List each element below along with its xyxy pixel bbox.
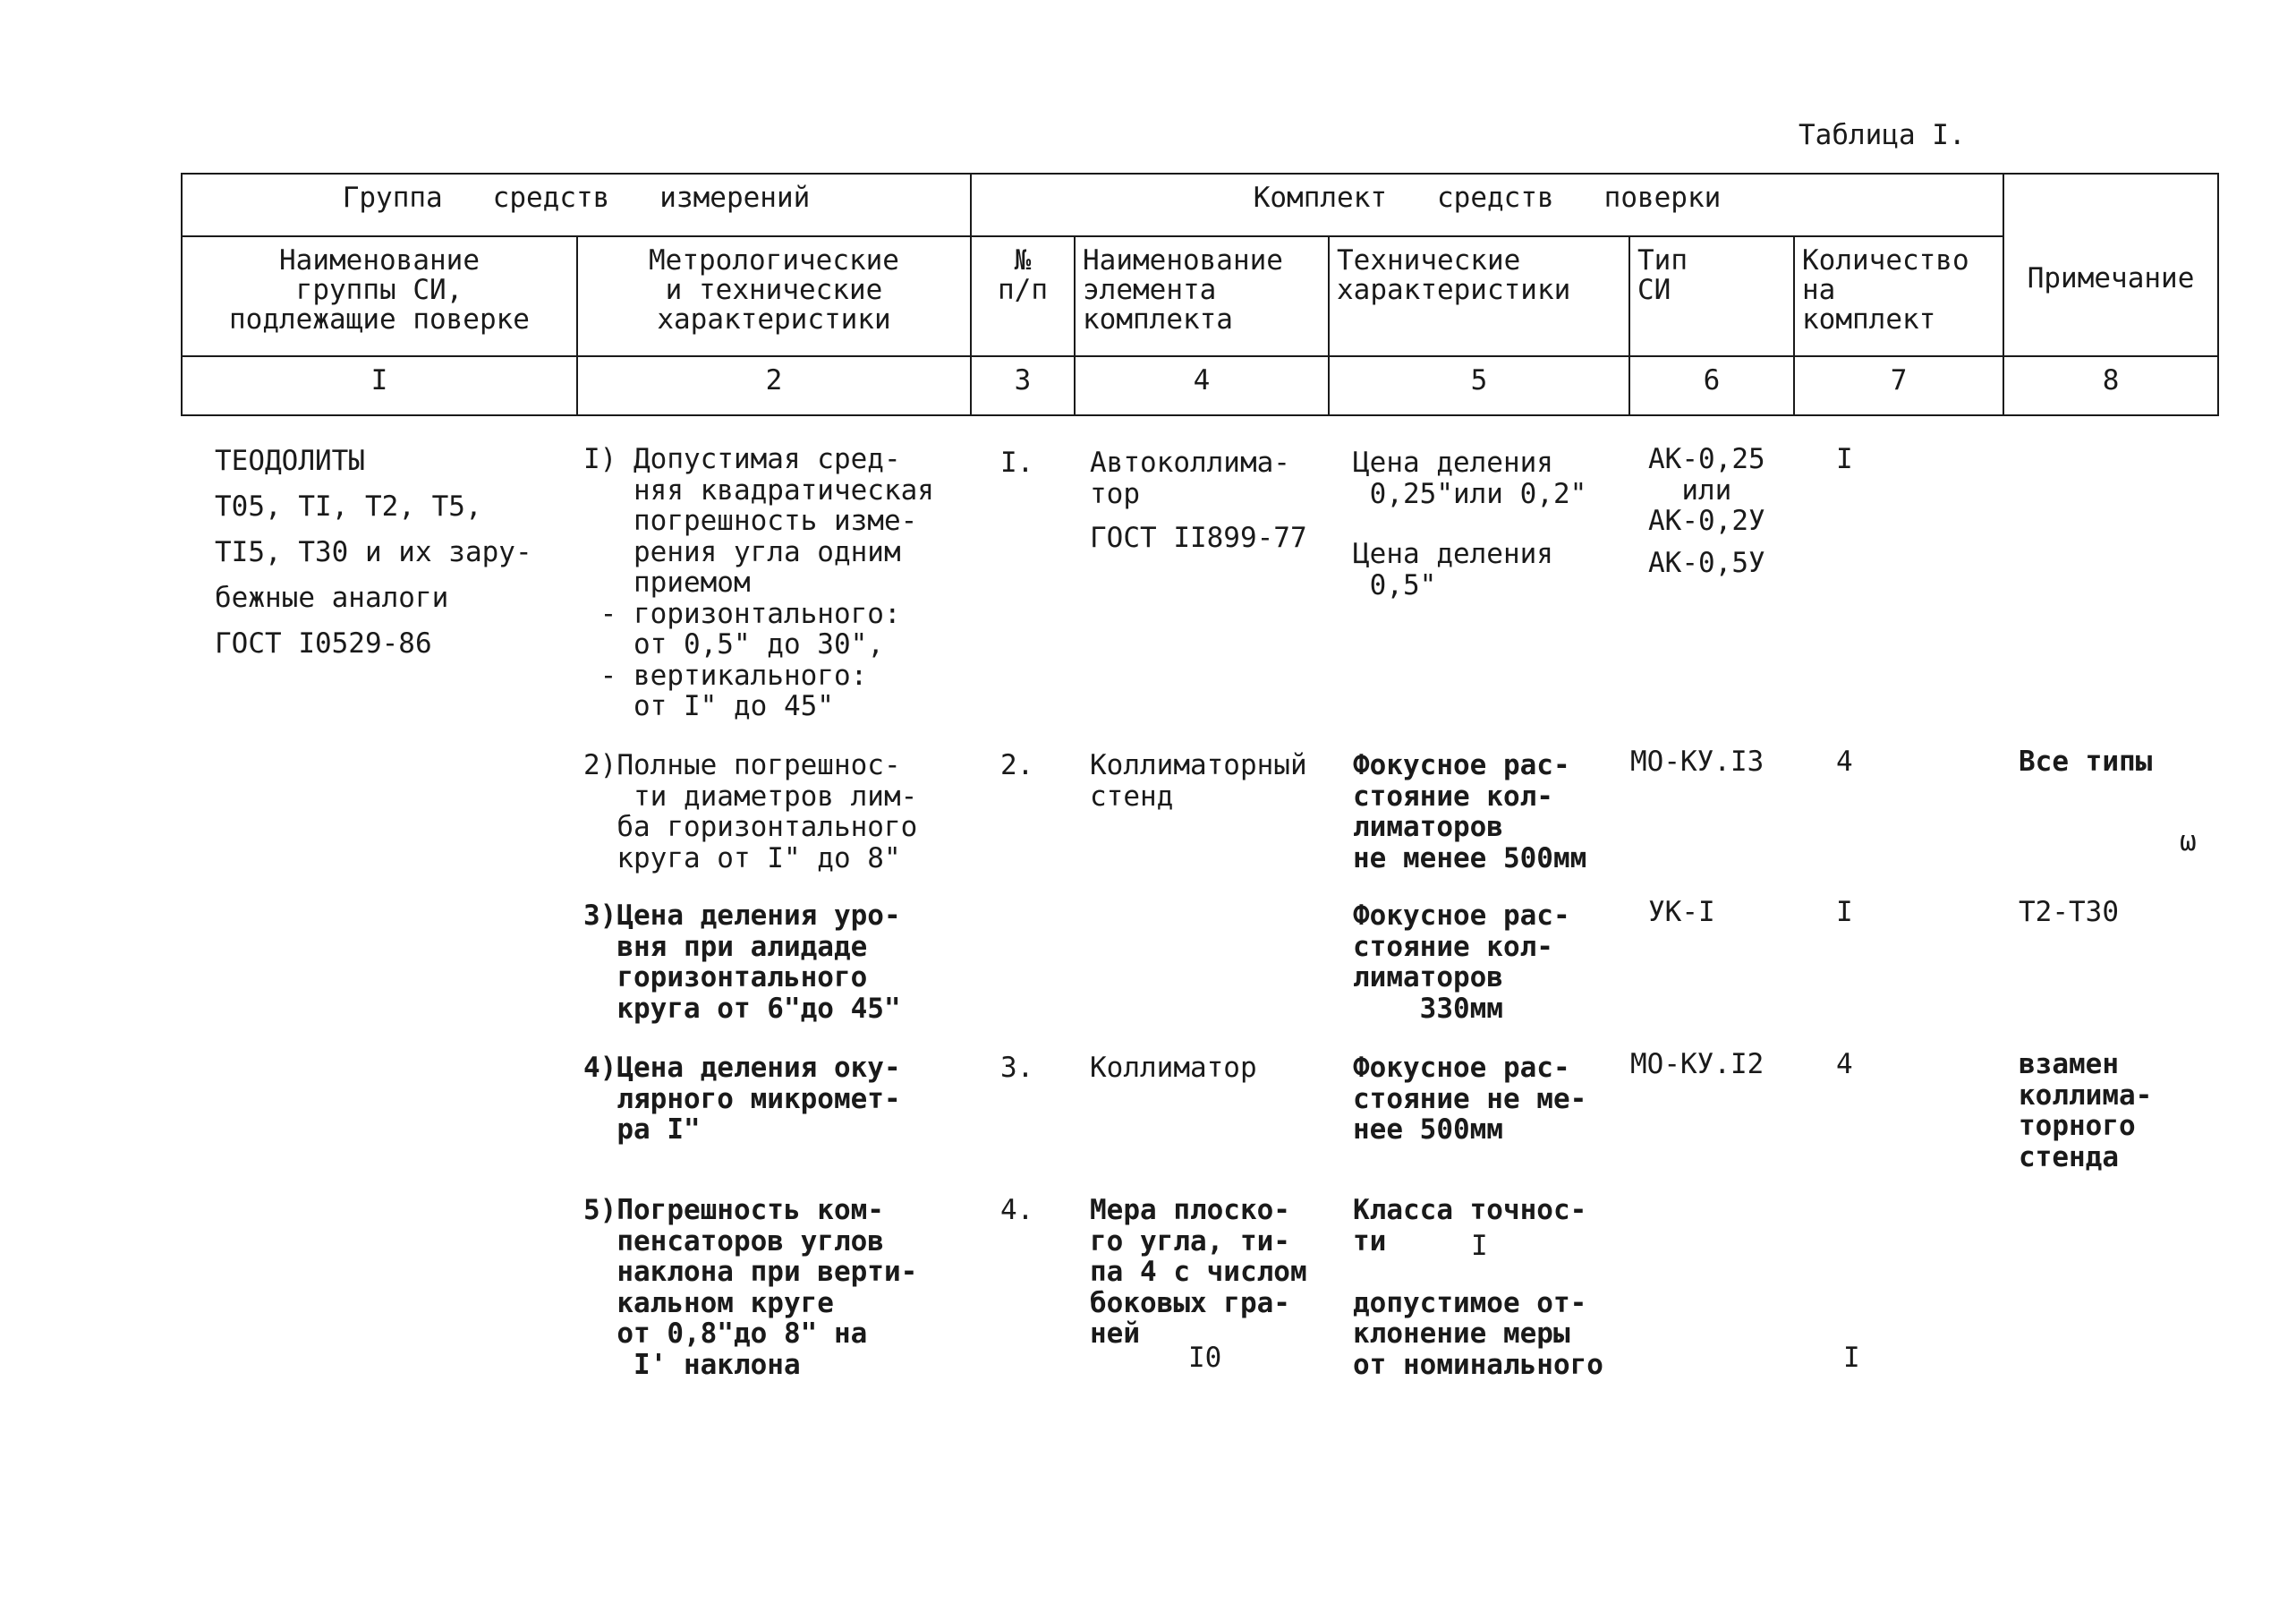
col-num-3: 3 — [971, 356, 1075, 415]
note-2: Все типы — [2019, 746, 2153, 778]
element-3: Коллиматор — [1090, 1052, 1257, 1084]
qty-4: 4 — [1836, 1048, 1853, 1080]
col-element-header: Наименование элемента комплекта — [1075, 236, 1329, 356]
type-1a: АК-0,25 или АК-0,2У — [1648, 443, 1765, 537]
col-number-header: № п/п — [971, 236, 1075, 356]
element-4-faces: I0 — [1188, 1342, 1222, 1374]
col-qty-header: Количество на комплект — [1794, 236, 2003, 356]
col-char-header: Метрологические и технические характеристики — [577, 236, 971, 356]
group-name-cell: ТЕОДОЛИТЫ Т05, ТI, Т2, Т5, ТI5, Т30 и их зару- бежные аналоги ГОСТ I0529-86 — [215, 445, 532, 660]
page-number: ω — [2180, 825, 2197, 857]
char-1: I) Допустимая сред- няя квадратическая погрешность изме- рения угла одним приемом - горизонтального: от 0,5" до 30", - вертикального: от I" до 45" — [583, 443, 934, 722]
tech-5: Класса точнос- ти допустимое от- клонение меры от номинального — [1353, 1194, 1603, 1381]
col-num-5: 5 — [1329, 356, 1629, 415]
char-2: 2)Полные погрешнос- ти диаметров лим- ба горизонтального круга от I" до 8" — [583, 749, 918, 874]
col-num-2: 2 — [577, 356, 971, 415]
element-1: Автоколлима- тор — [1090, 447, 1290, 510]
row-num-1: I. — [1000, 447, 1034, 479]
qty-2: 4 — [1836, 746, 1853, 778]
tech-4: Фокусное рас- стояние не ме- нее 500мм — [1353, 1052, 1587, 1146]
note-3: Т2-Т30 — [2019, 896, 2119, 928]
group-left-header: Группа средств измерений — [182, 174, 971, 236]
type-4: МО-КУ.I2 — [1630, 1048, 1765, 1080]
tech-5-class: I — [1471, 1230, 1488, 1262]
col-group-header: Наименование группы СИ, подлежащие поверке — [182, 236, 577, 356]
row-num-2: 2. — [1000, 749, 1034, 781]
col-num-7: 7 — [1794, 356, 2003, 415]
col-num-1: I — [182, 356, 577, 415]
qty-1: I — [1836, 443, 1853, 475]
col-note-header-label: Примечание — [2027, 261, 2195, 294]
group-right-header: Комплект средств поверки — [971, 174, 2003, 236]
row-num-4: 4. — [1000, 1194, 1034, 1226]
row-num-3: 3. — [1000, 1052, 1034, 1084]
tech-1a: Цена деления 0,25"или 0,2" — [1353, 447, 1587, 510]
col-type-header: Тип СИ — [1629, 236, 1794, 356]
char-5: 5)Погрешность ком- пенсаторов углов наклона при верти- кальном круге от 0,8"до 8" на I' наклона — [583, 1194, 918, 1381]
tech-3: Фокусное рас- стояние кол- лиматоров 330мм — [1353, 900, 1570, 1025]
tech-2: Фокусное рас- стояние кол- лиматоров не менее 500мм — [1353, 749, 1587, 874]
col-num-8: 8 — [2003, 356, 2218, 415]
element-4: Мера плоско- го угла, ти- па 4 с числом боковых гра- ней — [1090, 1194, 1307, 1350]
type-2: МО-КУ.I3 — [1630, 746, 1765, 778]
char-4: 4)Цена деления оку- лярного микромет- ра I" — [583, 1052, 901, 1146]
col-tech-header: Технические характеристики — [1329, 236, 1629, 356]
col-num-4: 4 — [1075, 356, 1329, 415]
element-2: Коллиматорный стенд — [1090, 749, 1307, 813]
type-3: УК-I — [1648, 896, 1715, 928]
element-1-gost: ГОСТ II899-77 — [1090, 522, 1307, 554]
table-caption: Таблица I. — [1799, 119, 1966, 151]
type-1b: АК-0,5У — [1648, 547, 1765, 579]
col-note-header — [2003, 174, 2218, 356]
qty-5: I — [1843, 1342, 1860, 1374]
char-3: 3)Цена деления уро- вня при алидаде горизонтального круга от 6"до 45" — [583, 900, 901, 1025]
qty-3: I — [1836, 896, 1853, 928]
tech-1b: Цена деления 0,5" — [1353, 538, 1553, 601]
col-num-6: 6 — [1629, 356, 1794, 415]
table-header — [181, 173, 2219, 416]
note-4: взамен коллима- торного стенда — [2019, 1048, 2153, 1173]
